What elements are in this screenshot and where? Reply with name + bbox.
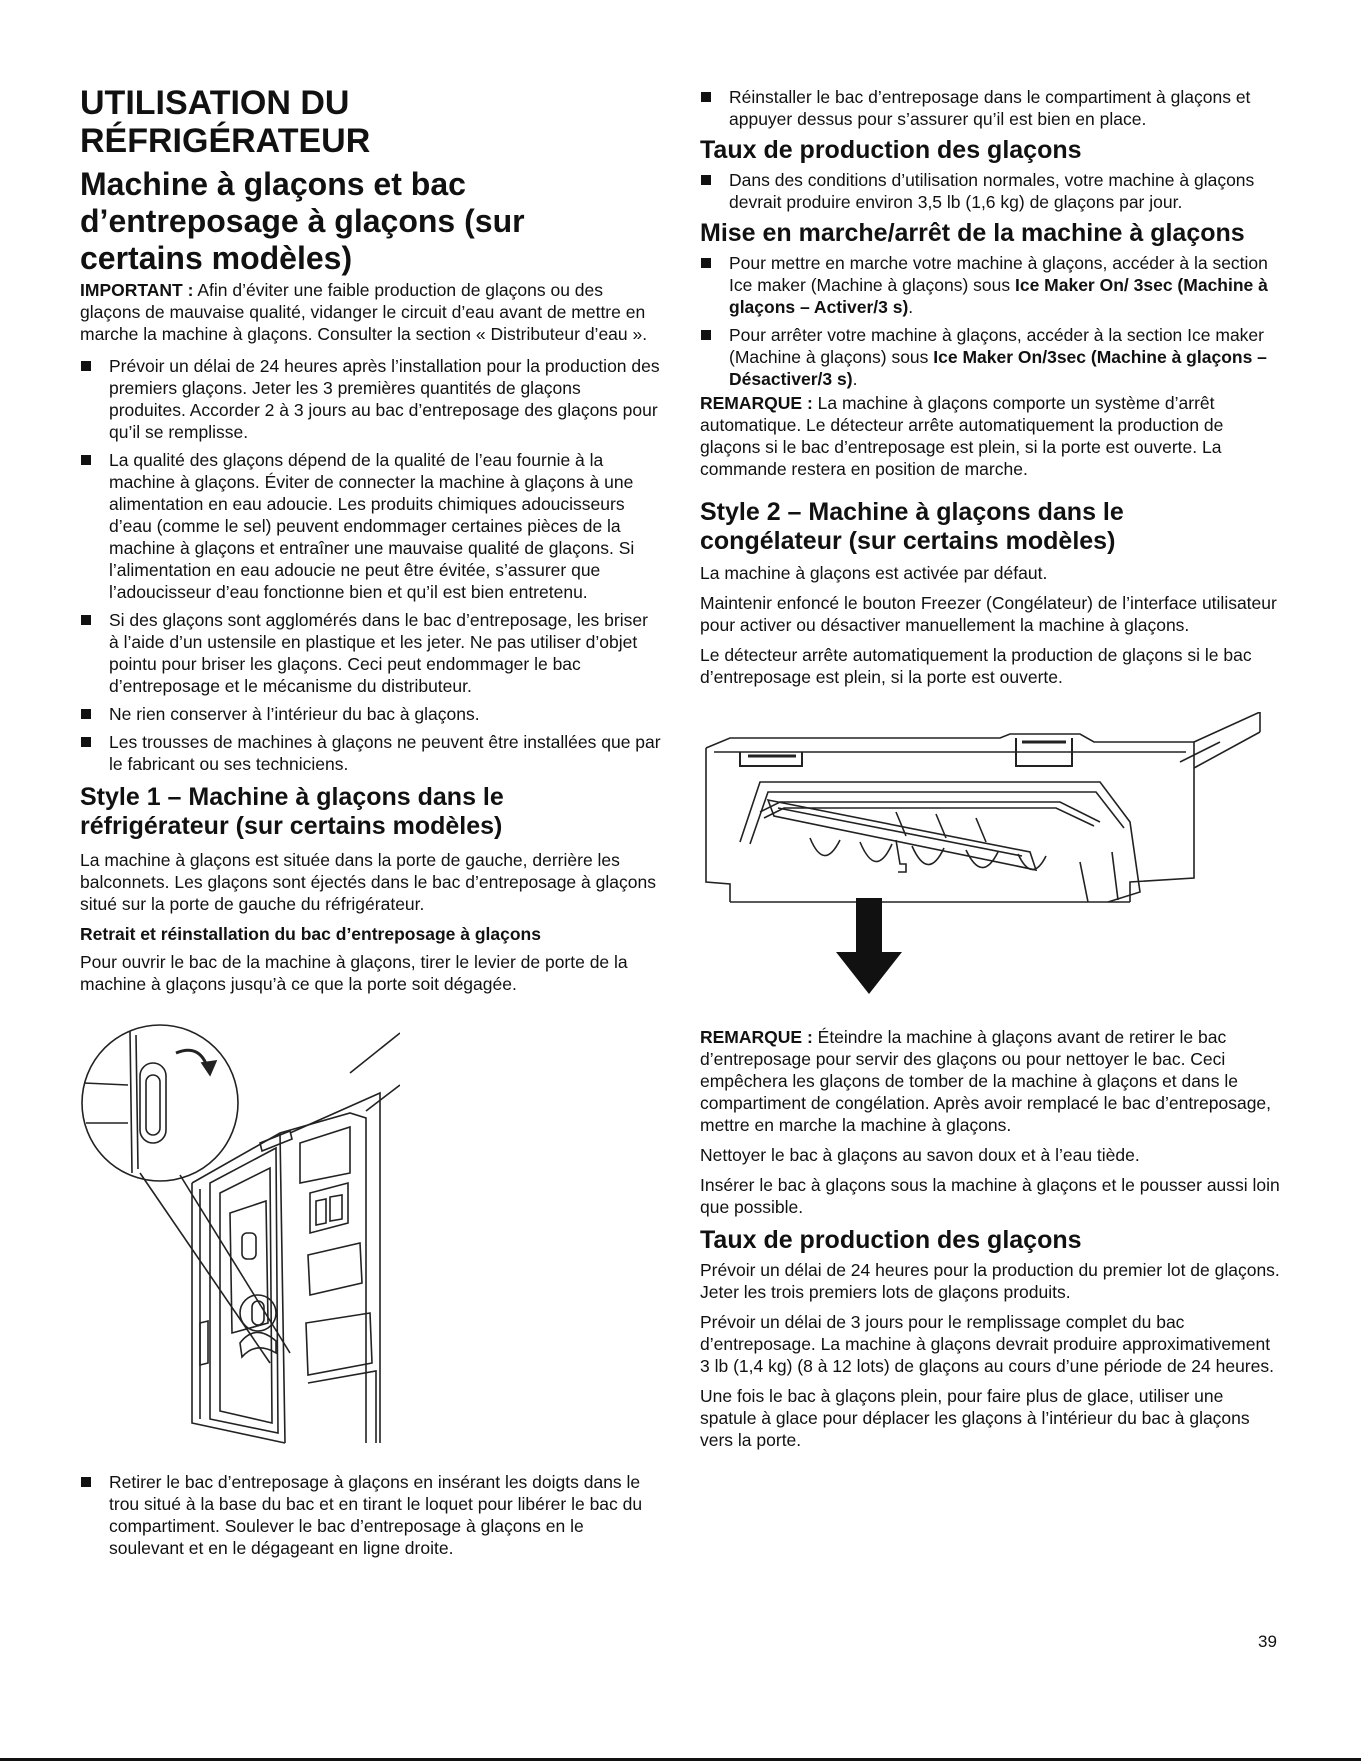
insert-bin-text: Insérer le bac à glaçons sous la machine à glaçons et le pousser aussi loin que possible. <box>700 1175 1280 1217</box>
page-number: 39 <box>1258 1632 1277 1651</box>
ice-heading-line-1: Machine à glaçons et bac <box>80 166 466 202</box>
on-off-list <box>700 252 1280 390</box>
freezer-ice-maker-svg <box>700 712 1280 1002</box>
bullet-square-icon <box>81 361 91 371</box>
note-text: Éteindre la machine à glaçons avant de retirer le bac d’entreposage pour servir des glaçons ou pour nettoyer le bac. Ceci empêchera les glaçons de tomber de la machine à glaçons et dans le compartiment de congélation. Après avoir remplacé le bac d’entreposage, mettre en marche la machine à glaçons. <box>700 1027 1272 1135</box>
production-rate-text-3: Une fois le bac à glaçons plein, pour faire plus de glace, utiliser une spatule à glace pour déplacer les glaçons à l’intérieur du bac à glaçons vers la porte. <box>700 1386 1250 1450</box>
list-item-text: Les trousses de machines à glaçons ne peuvent être installées que par le fabricant ou ses techniciens. <box>109 732 661 774</box>
production-rate-text-2: Prévoir un délai de 3 jours pour le remplissage complet du bac d’entreposage. La machine à glaçons devrait produire approximativement 3 lb (1,4 kg) (8 à 12 lots) de glaçons au cours d’une période de 24 heures. <box>700 1312 1274 1376</box>
cleaning-text: Nettoyer le bac à glaçons au savon doux et à l’eau tiède. <box>700 1145 1140 1165</box>
ice-bin-door-illustration <box>80 1023 662 1451</box>
production-rate-heading-2: Taux de production des glaçons <box>700 1226 1082 1254</box>
note-label: REMARQUE : <box>700 1027 813 1047</box>
list-item <box>80 731 662 775</box>
list-item-text: Ne rien conserver à l’intérieur du bac à glaçons. <box>109 704 480 724</box>
list-item <box>80 609 662 697</box>
bullet-square-icon <box>701 330 711 340</box>
style2-heading <box>700 498 1280 556</box>
style1-heading-line-2: réfrigérateur (sur certains modèles) <box>80 812 503 840</box>
style2-sensor-text: Le détecteur arrête automatiquement la production de glaçons si le bac d’entreposage est plein, si la porte est ouverte. <box>700 645 1252 687</box>
bullet-square-icon <box>81 455 91 465</box>
list-item-text: Pour mettre en marche votre machine à glaçons, accéder à la section Ice maker (Machine à glaçons) sous <box>729 253 1268 295</box>
list-item-text: La qualité des glaçons dépend de la qualité de l’eau fournie à la machine à glaçons. Éviter de connecter la machine à glaçons à une alimentation en eau adoucie. Les produits chimiques adoucisseurs d’eau (comme le sel) peuvent endommager certaines pièces de la machine à glaçons et entraîner une mauvaise qualité de glaçons. Si l’alimentation en eau adoucie ne peut être évitée, s’assurer que l’adoucisseur d’eau fonctionne bien et qu’il est bien entretenu. <box>109 450 635 602</box>
ice-bullet-list <box>80 355 662 775</box>
section-title-line-2: RÉFRIGÉRATEUR <box>80 122 371 160</box>
ice-heading-line-2: d’entreposage à glaçons (sur <box>80 203 525 239</box>
note-text: La machine à glaçons comporte un système d’arrêt automatique. Le détecteur arrête automatiquement la production de glaçons si le bac d’entreposage est plein, si la porte est ouverte. La commande restera en position de marche. <box>700 393 1224 479</box>
bullet-square-icon <box>701 92 711 102</box>
style2-heading-line-2: congélateur (sur certains modèles) <box>700 527 1116 555</box>
list-item <box>80 355 662 443</box>
ice-bin-door-svg <box>80 1023 400 1451</box>
removal-subheading: Retrait et réinstallation du bac d’entreposage à glaçons <box>80 924 541 944</box>
production-rate-heading: Taux de production des glaçons <box>700 136 1082 164</box>
ice-maker-off-setting: Ice Maker On/3sec (Machine à glaçons – Désactiver/3 s) <box>729 347 1267 389</box>
style1-intro: La machine à glaçons est située dans la porte de gauche, derrière les balconnets. Les glaçons sont éjectés dans le bac d’entreposage à glaçons situé sur la porte de gauche du réfrigérateur. <box>80 850 656 914</box>
bullet-square-icon <box>81 1477 91 1487</box>
down-arrow-icon <box>836 898 902 994</box>
list-item <box>700 169 1280 213</box>
reinstall-list <box>700 86 1280 130</box>
turn-off-note <box>700 1026 1280 1136</box>
remove-bin-list <box>80 1471 662 1559</box>
list-item <box>80 449 662 603</box>
style2-heading-line-1: Style 2 – Machine à glaçons dans le <box>700 498 1124 526</box>
list-item-text: Pour arrêter votre machine à glaçons, accéder à la section Ice maker (Machine à glaçons) sous <box>729 325 1264 367</box>
bullet-square-icon <box>701 175 711 185</box>
freezer-ice-maker-illustration <box>700 712 1280 1002</box>
list-item <box>700 324 1280 390</box>
ice-maker-on-setting: Ice Maker On/ 3sec (Machine à glaçons – Activer/3 s) <box>729 275 1268 317</box>
list-item-text: Dans des conditions d’utilisation normales, votre machine à glaçons devrait produire environ 3,5 lb (1,6 kg) de glaçons par jour. <box>729 170 1255 212</box>
list-item-text: . <box>852 369 858 389</box>
list-item <box>700 86 1280 130</box>
list-item-text: Prévoir un délai de 24 heures après l’installation pour la production des premiers glaçons. Jeter les 3 premières quantités de glaçons produites. Accorder 2 à 3 jours au bac d’entreposage des glaçons pour qu’il se remplisse. <box>109 356 660 442</box>
section-title <box>80 84 662 160</box>
important-label: IMPORTANT : <box>80 280 194 300</box>
list-item <box>80 1471 662 1559</box>
bullet-square-icon <box>81 709 91 719</box>
ice-heading-line-3: certains modèles) <box>80 240 353 276</box>
note-label: REMARQUE : <box>700 393 813 413</box>
style2-freezer-button-text: Maintenir enfoncé le bouton Freezer (Congélateur) de l’interface utilisateur pour activer ou désactiver manuellement la machine à glaçons. <box>700 593 1277 635</box>
style1-heading-line-1: Style 1 – Machine à glaçons dans le <box>80 783 504 811</box>
list-item <box>80 703 662 725</box>
style2-default-text: La machine à glaçons est activée par défaut. <box>700 563 1048 583</box>
right-column <box>700 86 1280 1459</box>
open-bin-text: Pour ouvrir le bac de la machine à glaçons, tirer le levier de porte de la machine à glaçons jusqu’à ce que la porte soit dégagée. <box>80 952 628 994</box>
on-off-heading: Mise en marche/arrêt de la machine à glaçons <box>700 219 1245 247</box>
auto-shutoff-note <box>700 392 1280 480</box>
list-item-text: Si des glaçons sont agglomérés dans le bac d’entreposage, les briser à l’aide d’un ustensile en plastique et les jeter. Ne pas utiliser d’objet pointu pour briser les glaçons. Ceci peut endommager le bac d’entreposage et le mécanisme du distributeur. <box>109 610 648 696</box>
list-item-text: . <box>908 297 914 317</box>
bullet-square-icon <box>81 615 91 625</box>
list-item-text: Retirer le bac d’entreposage à glaçons en insérant les doigts dans le trou situé à la base du bac et en tirant le loquet pour libérer le bac du compartiment. Soulever le bac d’entreposage à glaçons en le soulevant et en le dégageant en ligne droite. <box>109 1472 643 1558</box>
left-column <box>80 84 662 1565</box>
list-item-text: Réinstaller le bac d’entreposage dans le compartiment à glaçons et appuyer dessus pour s’assurer qu’il est bien en place. <box>729 87 1251 129</box>
important-note <box>80 279 662 345</box>
list-item <box>700 252 1280 318</box>
bullet-square-icon <box>701 258 711 268</box>
section-title-line-1: UTILISATION DU <box>80 84 350 122</box>
ice-maker-heading <box>80 166 662 277</box>
production-rate-text-1: Prévoir un délai de 24 heures pour la production du premier lot de glaçons. Jeter les trois premiers lots de glaçons produits. <box>700 1260 1280 1302</box>
important-text: Afin d’éviter une faible production de glaçons ou des glaçons de mauvaise qualité, vidanger le circuit d’eau avant de mettre en marche la machine à glaçons. Consulter la section « Distributeur d’eau ». <box>80 280 648 344</box>
style1-heading <box>80 783 662 841</box>
production-rate-list <box>700 169 1280 213</box>
bullet-square-icon <box>81 737 91 747</box>
